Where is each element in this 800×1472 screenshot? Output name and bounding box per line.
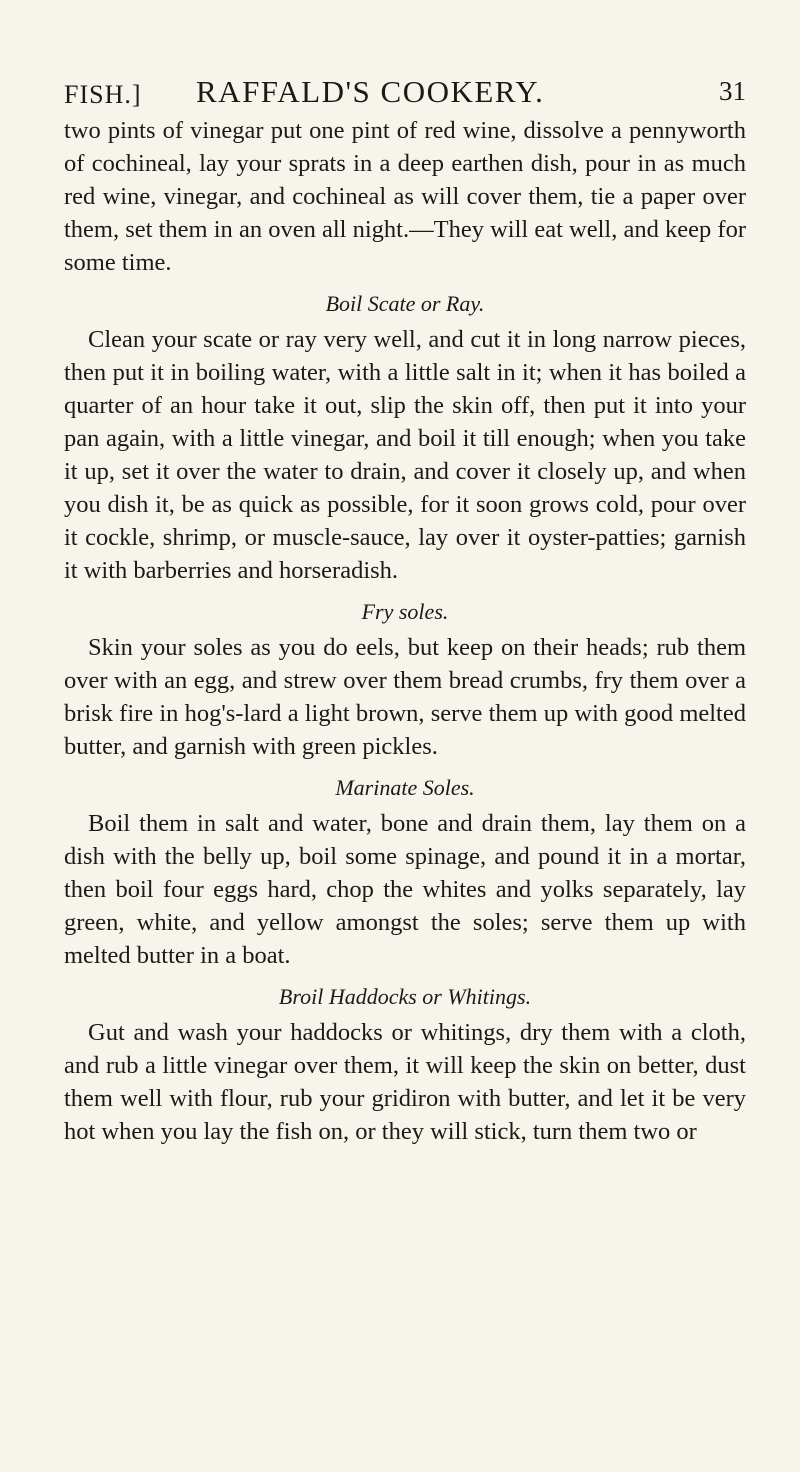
book-title: RAFFALD'S COOKERY. bbox=[196, 74, 545, 109]
recipe-title: Boil Scate or Ray. bbox=[325, 291, 485, 316]
recipe-title: Broil Haddocks or Whitings. bbox=[278, 984, 532, 1009]
continued-paragraph: two pints of vinegar put one pint of red wine, dissolve a pennyworth of cochineal, lay your sprats in a deep earthen dish, pour in as much red wine, vinegar, and cochineal as will cover them, tie a paper over them, set them in an oven all night.—They will eat well, and keep for some time. bbox=[64, 117, 746, 276]
recipe-text: Gut and wash your haddocks or whitings, dry them with a cloth, and rub a little vinegar over them, it will keep the skin on better, dust them well with flour, rub your gridiron with butter, and let it be very hot when you lay the fish on, or they will stick, turn them two or bbox=[64, 1019, 746, 1145]
recipe-title: Marinate Soles. bbox=[335, 775, 475, 800]
page-body bbox=[64, 114, 746, 1148]
recipe-text: Skin your soles as you do eels, but keep on their heads; rub them over with an egg, and strew over them bread crumbs, fry them over a brisk fire in hog's-lard a light brown, serve them up with good melted butter, and garnish with green pickles. bbox=[64, 634, 746, 760]
running-head bbox=[64, 74, 746, 110]
recipe-text: Boil them in salt and water, bone and drain them, lay them on a dish with the belly up, boil some spinage, and pound it in a mortar, then boil four eggs hard, chop the whites and yolks separately, lay green, white, and yellow amongst the soles; serve them up with melted butter in a boat. bbox=[64, 810, 746, 969]
page-number: 31 bbox=[719, 76, 746, 106]
recipe-text: Clean your scate or ray very well, and cut it in long narrow pieces, then put it in boiling water, with a little salt in it; when it has boiled a quarter of an hour take it out, slip the skin off, then put it into your pan again, with a little vinegar, and boil it till enough; when you take it up, set it over the water to drain, and cover it closely up, and when you dish it, be as quick as possible, for it soon grows cold, pour over it cockle, shrimp, or muscle-sauce, lay over it oyster-patties; garnish it with barberries and horseradish. bbox=[64, 326, 746, 584]
recipe-title: Fry soles. bbox=[361, 599, 449, 624]
section-label: FISH.] bbox=[64, 80, 142, 109]
